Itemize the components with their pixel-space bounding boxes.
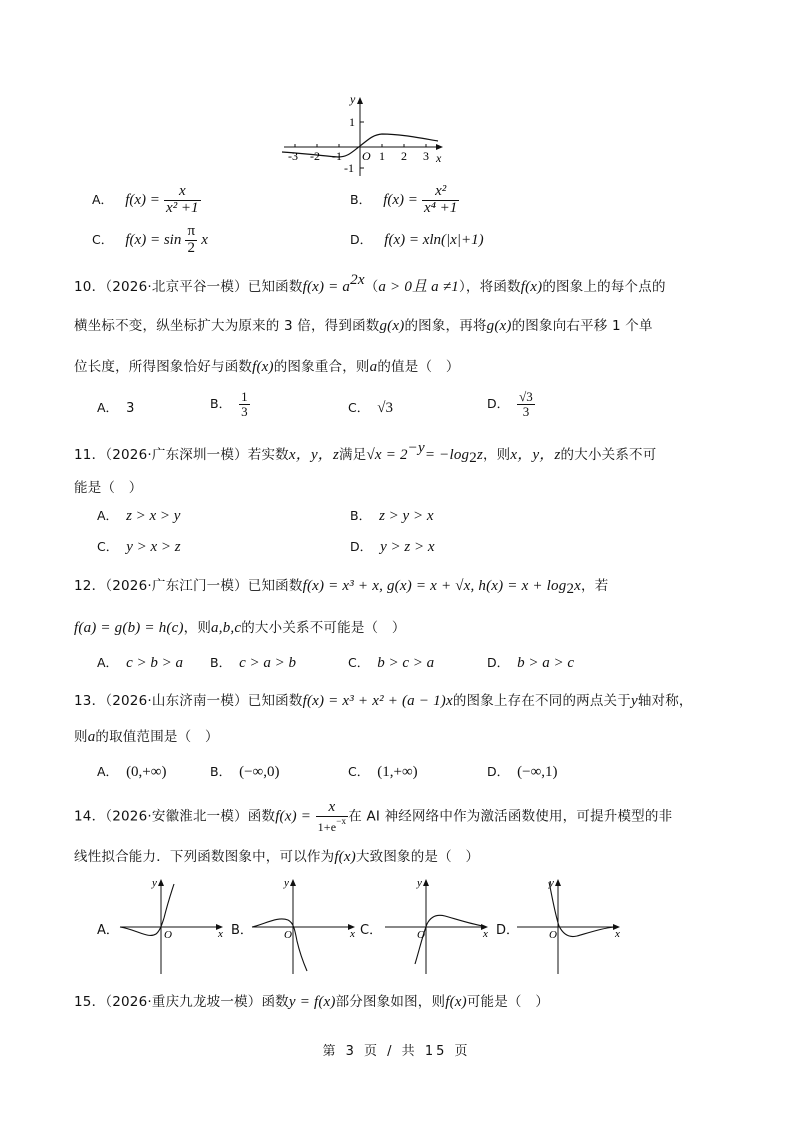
option-label: D． <box>350 539 373 554</box>
option-label: D． <box>350 232 373 247</box>
fraction-denominator: 2 <box>187 239 195 256</box>
q12-option-c[interactable] <box>348 653 434 672</box>
q10-line-2: 横坐标不变，纵坐标扩大为原来的 3 倍，得到函数g(x)的图象，再将g(x)的图象向右平移 1 个单 <box>74 318 653 334</box>
x-tick: 3 <box>423 149 429 163</box>
q12-option-b[interactable] <box>210 653 296 672</box>
option-value: z > x > y <box>126 508 181 524</box>
option-expression: f(x) = xln(|x|+1) <box>384 232 484 248</box>
fraction-numerator: x <box>164 184 201 201</box>
fraction-numerator: π <box>187 223 196 239</box>
x-tick: 2 <box>401 149 407 163</box>
x-tick: -1 <box>332 149 342 163</box>
question-number: 10． <box>74 279 106 295</box>
fraction-denominator: 3 <box>241 403 248 419</box>
option-label: D． <box>487 764 510 779</box>
q13-line-2: 则a的取值范围是（ ） <box>74 729 219 745</box>
y-axis-label: y <box>350 92 356 106</box>
question-source: （2026·山东济南一模） <box>105 693 248 709</box>
svg-text:y: y <box>284 877 289 889</box>
fraction-denominator: 3 <box>522 403 530 419</box>
q10-line-1: 10．（2026·北京平谷一模）已知函数$f(x) = a^{2x}(a > 0$且 a ≠1），将函数f(x)的图象上的每个点的 <box>74 272 666 295</box>
question-number: 13． <box>74 693 106 709</box>
q14-option-b-label[interactable]: B． <box>231 923 253 938</box>
svg-text:x: x <box>218 928 223 940</box>
option-value: y > x > z <box>126 539 181 555</box>
option-value: c > b > a <box>126 655 183 671</box>
origin-label: O <box>362 149 371 163</box>
option-label: C． <box>97 539 119 554</box>
q13-line-1: 13．（2026·山东济南一模）已知函数f(x) = x³ + x² + (a − 1)x的图象上存在不同的两点关于y轴对称， <box>74 693 693 709</box>
x-tick: -2 <box>310 149 320 163</box>
q13-option-a[interactable] <box>97 762 166 781</box>
option-label: B． <box>350 191 372 207</box>
option-label: B． <box>350 508 372 523</box>
y-tick: 1 <box>349 115 355 129</box>
q12-line-1: 12．（2026·广东江门一模）已知函数f(x) = x³ + x, g(x) = x + √x, $h(x) = x + \log_2x$，若 <box>74 578 609 597</box>
q14-option-a-graph[interactable] <box>118 876 228 976</box>
question-source: （2026·广东江门一模） <box>105 578 248 594</box>
question-number: 15． <box>74 994 106 1010</box>
q13-option-c[interactable] <box>348 762 418 781</box>
fraction-numerator: x² <box>422 184 459 201</box>
question-source: （2026·北京平谷一模） <box>105 279 248 295</box>
option-label: C． <box>348 764 370 779</box>
option-label: B． <box>210 395 232 411</box>
q10-line-3: 位长度，所得图象恰好与函数f(x)的图象重合，则a的值是（ ） <box>74 359 460 375</box>
q12-line-2: f(a) = g(b) = h(c)，则a,b,c的大小关系不可能是（ ） <box>74 620 406 636</box>
q14-option-c-graph[interactable] <box>383 876 493 976</box>
q11-option-a[interactable] <box>97 506 180 525</box>
option-label: C． <box>348 655 370 670</box>
option-label: B． <box>210 764 232 779</box>
q15-line-1: 15．（2026·重庆九龙坡一模）函数y = f(x)部分图象如图，则f(x)可能是（ ） <box>74 994 550 1010</box>
option-expression: f(x) = sin <box>125 231 182 248</box>
option-value: 3 <box>126 401 135 416</box>
fraction-denominator: x⁴ +1 <box>424 199 458 216</box>
x-tick: 1 <box>379 149 385 163</box>
option-value: (1,+∞) <box>377 764 418 780</box>
option-label: C． <box>92 231 114 247</box>
q14-line-1: 14．（2026·安徽淮北一模）函数f(x) = $\frac{x}{1+e^{-x}}$ 在 AI 神经网络中作为激活函数使用，可提升模型的非 <box>74 799 673 834</box>
svg-text:y: y <box>152 877 157 889</box>
q13-option-b[interactable] <box>210 762 279 781</box>
x-tick: -3 <box>288 149 298 163</box>
q14-option-a-label[interactable]: A． <box>97 923 119 938</box>
option-label: D． <box>487 655 510 670</box>
option-value: c > a > b <box>239 655 296 671</box>
question-source: （2026·安徽淮北一模） <box>105 808 248 825</box>
option-value: b > a > c <box>517 655 575 671</box>
fraction-numerator: 1 <box>241 389 248 404</box>
option-label: A． <box>97 655 119 670</box>
question-number: 14． <box>74 808 106 825</box>
q10-option-a[interactable] <box>97 398 134 416</box>
q12-option-d[interactable] <box>487 653 574 672</box>
option-expression-tail: x <box>201 231 208 248</box>
y-tick: -1 <box>344 161 354 175</box>
option-label: A． <box>97 508 119 523</box>
q11-option-d[interactable] <box>350 537 435 556</box>
svg-text:O: O <box>417 929 425 941</box>
q14-option-d-label[interactable]: D． <box>496 923 520 938</box>
question-source: （2026·重庆九龙坡一模） <box>105 994 262 1010</box>
q14-option-c-label[interactable]: C． <box>360 923 383 938</box>
option-label: C． <box>348 400 370 415</box>
q12-option-a[interactable] <box>97 653 183 672</box>
q13-option-d[interactable] <box>487 762 558 781</box>
option-value: b > c > a <box>377 655 435 671</box>
q9-option-a[interactable] <box>92 184 201 217</box>
option-lhs: f(x) = <box>383 191 418 208</box>
q14-option-b-graph[interactable] <box>250 876 360 976</box>
option-value: √3 <box>377 400 393 416</box>
q11-option-b[interactable] <box>350 506 433 525</box>
option-label: D． <box>487 395 510 411</box>
question-source: （2026·广东深圳一模） <box>105 447 248 463</box>
option-value: (−∞,1) <box>517 764 558 780</box>
svg-text:O: O <box>549 929 557 941</box>
option-label: A． <box>97 400 119 415</box>
q9-option-d[interactable] <box>350 230 484 249</box>
option-label: A． <box>97 764 119 779</box>
q10-option-c[interactable] <box>348 398 393 417</box>
svg-text:y: y <box>549 877 554 889</box>
option-value: (0,+∞) <box>126 764 167 780</box>
option-value: y > z > x <box>380 539 435 555</box>
option-lhs: f(x) = <box>125 191 160 208</box>
option-value: (−∞,0) <box>239 764 280 780</box>
q11-line-1: 11．（2026·广东深圳一模）若实数x，y，z满足$√x = 2^{-y}= -\log_2z$，则x，y，z的大小关系不可 <box>74 440 657 466</box>
option-label: A． <box>92 191 114 207</box>
fraction-numerator: √3 <box>519 389 533 404</box>
option-value: z > y > x <box>379 508 434 524</box>
svg-text:O: O <box>164 929 172 941</box>
svg-text:x: x <box>483 928 488 940</box>
fraction-denominator: x² +1 <box>166 199 199 216</box>
q14-line-2: 线性拟合能力．下列函数图象中，可以作为f(x)大致图象的是（ ） <box>74 849 480 865</box>
option-label: B． <box>210 655 232 670</box>
q9-option-b[interactable] <box>350 184 459 217</box>
svg-text:O: O <box>284 929 292 941</box>
question-number: 11． <box>74 447 106 463</box>
question-number: 12． <box>74 578 106 594</box>
page-footer: 第 3 页 / 共 15 页 <box>322 1044 471 1059</box>
svg-text:x: x <box>615 928 620 940</box>
q10-option-d[interactable] <box>487 390 535 418</box>
svg-text:y: y <box>417 877 422 889</box>
svg-text:x: x <box>350 928 355 940</box>
q10-option-b[interactable] <box>210 390 250 418</box>
q11-line-2: 能是（ ） <box>74 480 143 496</box>
q11-option-c[interactable] <box>97 537 181 556</box>
q9-function-graph <box>280 92 450 178</box>
x-axis-label: x <box>436 151 442 165</box>
q9-option-c[interactable] <box>92 224 208 257</box>
q14-option-d-graph[interactable] <box>515 876 625 976</box>
